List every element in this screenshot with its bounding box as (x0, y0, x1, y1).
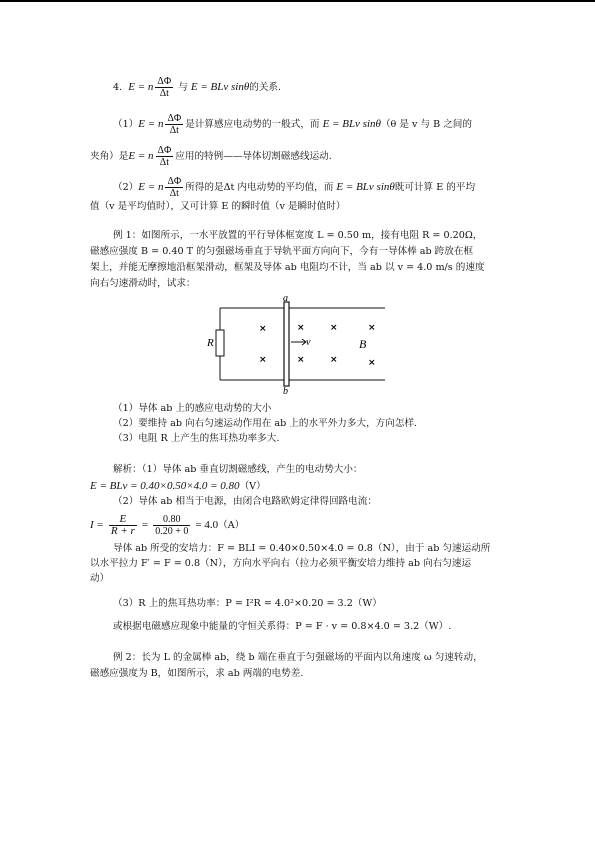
label-B: B (359, 337, 367, 351)
fraction: $\frac{\Delta\Phi}{\Delta t}$ (157, 145, 172, 168)
circuit-figure (205, 294, 390, 394)
label-b: b (283, 386, 288, 394)
example2-line: 例 2：长为 L 的金属棒 ab，绕 b 端在垂直于匀强磁场的平面内以角速度 ω 匀速转动， (113, 652, 483, 663)
label-a: a (283, 294, 288, 304)
solution-line: 以水平拉力 F′ = F = 0.8（N），方向水平向右（拉力必须平衡安培力维持 ab 向右匀速运 (90, 558, 472, 569)
field-mark: × (297, 355, 305, 365)
solution-line: 导体 ab 所受的安培力：F = BLI = 0.40×0.50×4.0 = 0.8（N），由于 ab 匀速运动所 (113, 543, 491, 554)
resistor (216, 330, 224, 356)
section4-title: 4. E = n $\frac{\Delta\Phi}{\Delta t}$ 与 E = BLv sinθ的关系. (113, 76, 282, 99)
field-mark: × (330, 323, 338, 333)
example1-line: 例 1：如图所示，一水平放置的平行导体框宽度 L = 0.50 m，接有电阻 R = 0.20Ω， (113, 230, 483, 241)
section4-point1: （1）E = n $\frac{\Delta\Phi}{\Delta t}$ 是计算感应电动势的一般式，而 E = BLv sinθ（θ 是 v 与 B 之间的 (113, 113, 472, 136)
section4-point2: （2）E = n $\frac{\Delta\Phi}{\Delta t}$ 所得的是Δt 内电动势的平均值，而 E = BLv sinθ既可计算 E 的平均 (113, 176, 476, 199)
question-1: （1）导体 ab 上的感应电动势的大小 (113, 403, 272, 414)
field-mark: × (368, 323, 376, 333)
fraction: $\frac{\Delta\Phi}{\Delta t}$ (167, 113, 182, 136)
section4-point1-cont: 夹角）是E = n $\frac{\Delta\Phi}{\Delta t}$ 应用的特例——导体切割磁感线运动. (90, 145, 332, 168)
fraction: $\frac{\Delta\Phi}{\Delta t}$ (167, 176, 182, 199)
solution-eq-emf: E = BLv = 0.40×0.50×4.0 = 0.80（V） (90, 480, 266, 492)
solution-line: （3）R 上的焦耳热功率：P = I²R = 4.0²×0.20 = 3.2（W） (113, 598, 382, 609)
example1-line: 向右匀速滑动时，试求： (90, 278, 196, 289)
label-v: v (306, 337, 311, 348)
fraction: $\frac{\Delta\Phi}{\Delta t}$ (157, 76, 172, 99)
example1-line: 架上，并能无摩擦地沿框架滑动，框架及导体 ab 电阻均不计，当 ab 以 v = 4.0 m/s 的速度 (90, 262, 485, 273)
solution-eq-current: I = $\frac{E}{R + r}$ = $\frac{0.80}{0.20 + 0}$ = 4.0（A） (90, 513, 245, 537)
question-2: （2）要维持 ab 向右匀速运动作用在 ab 上的水平外力多大，方向怎样. (113, 418, 418, 429)
example1-line: 磁感应强度 B = 0.40 T 的匀强磁场垂直于导轨平面方向向下，今有一导体棒 ab 跨放在框 (90, 246, 474, 257)
label-R: R (207, 337, 214, 349)
solution-line: 解析：（1）导体 ab 垂直切割磁感线，产生的电动势大小： (113, 464, 363, 475)
field-mark: × (368, 358, 376, 368)
solution-line: （2）导体 ab 相当于电源，由闭合电路欧姆定律得回路电流： (113, 496, 377, 507)
fraction: $\frac{0.80}{0.20 + 0}$ (155, 514, 189, 537)
solution-line: 或根据电磁感应现象中能量的守恒关系得：P = F · v = 0.8×4.0 = 3.2（W）. (113, 621, 452, 632)
solution-line: 动） (90, 573, 110, 584)
field-mark: × (297, 323, 305, 333)
example2-line: 磁感应强度为 B，如图所示，求 ab 两端的电势差. (90, 668, 304, 679)
question-3: （3）电阻 R 上产生的焦耳热功率多大. (113, 433, 280, 444)
field-mark: × (259, 324, 267, 334)
field-mark: × (330, 355, 338, 365)
conductor-rod-ab (284, 302, 289, 386)
fraction: $\frac{E}{R + r}$ (110, 513, 135, 537)
field-mark: × (259, 355, 267, 365)
header-rule (0, 0, 595, 2)
section4-point2-cont: 值（v 是平均值时），又可计算 E 的瞬时值（v 是瞬时值时） (90, 201, 346, 212)
